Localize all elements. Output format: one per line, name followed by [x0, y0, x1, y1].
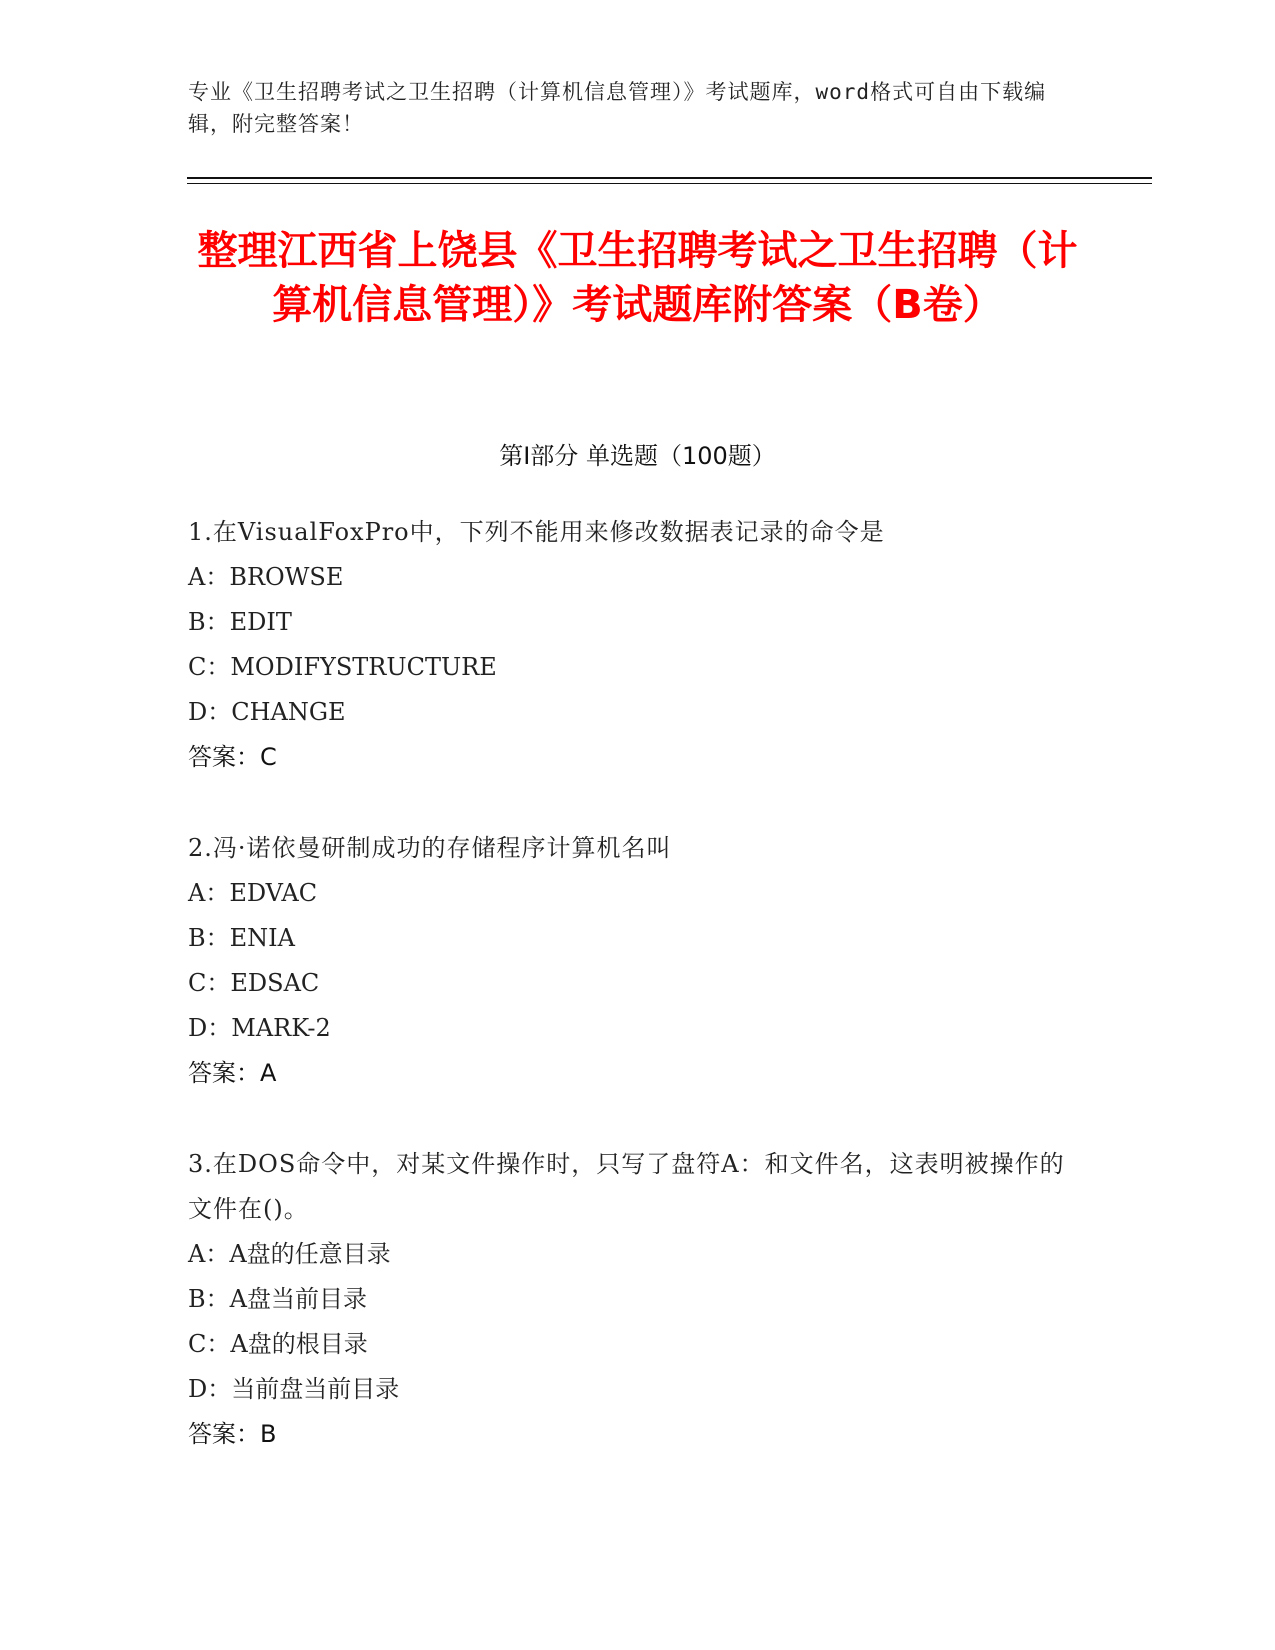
question-stem: 3.在DOS命令中，对某文件操作时，只写了盘符A：和文件名，这表明被操作的文件在()。: [188, 1150, 1065, 1223]
question-1: [188, 510, 1088, 780]
option-b: B：A盘当前目录: [188, 1285, 367, 1313]
option-d: D：CHANGE: [188, 698, 346, 726]
option-b: B：EDIT: [188, 608, 292, 636]
option-a: A：EDVAC: [188, 879, 318, 907]
option-d: D：当前盘当前目录: [188, 1375, 400, 1403]
option-c: C：A盘的根目录: [188, 1330, 368, 1358]
answer: 答案：A: [188, 1059, 277, 1087]
answer: 答案：C: [188, 743, 277, 771]
section-title: 第Ⅰ部分 单选题（100题）: [499, 442, 776, 470]
answer: 答案：B: [188, 1420, 277, 1448]
option-c: C：MODIFYSTRUCTURE: [188, 653, 497, 681]
option-b: B：ENIA: [188, 924, 295, 952]
header-rule: [187, 177, 1152, 179]
header-rule-thin: [187, 183, 1152, 184]
option-a: A：BROWSE: [188, 563, 344, 591]
option-c: C：EDSAC: [188, 969, 320, 997]
header-note: 专业《卫生招聘考试之卫生招聘（计算机信息管理）》考试题库，word格式可自由下载编辑，附完整答案！: [188, 80, 1047, 136]
question-3: [188, 1142, 1068, 1457]
question-2: [188, 826, 1088, 1096]
option-a: A：A盘的任意目录: [188, 1240, 391, 1268]
document-title: 整理江西省上饶县《卫生招聘考试之卫生招聘（计算机信息管理）》考试题库附答案（B卷）: [197, 228, 1078, 328]
question-stem: 2.冯·诺依曼研制成功的存储程序计算机名叫: [188, 834, 672, 862]
option-d: D：MARK-2: [188, 1014, 331, 1042]
question-stem: 1.在VisualFoxPro中，下列不能用来修改数据表记录的命令是: [188, 518, 885, 546]
